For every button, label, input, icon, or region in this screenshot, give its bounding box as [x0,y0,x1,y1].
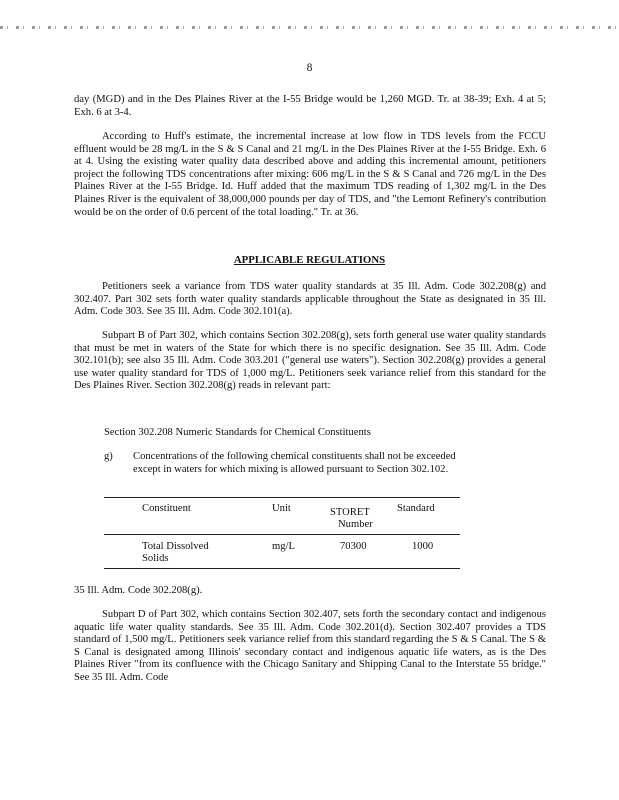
header-constituent: Constituent [142,503,191,514]
table-bottom-rule [104,568,460,569]
header-unit: Unit [272,503,291,514]
paragraph-subpart-d: Subpart D of Part 302, which contains Section 302.407, sets forth the secondary contact and indigenous aquatic life water quality standards. See 35 Ill. Adm. Code 302.201(d). Section 302.407 provides a TDS standard of 1,500 mg/L. Petitioners seek variance relief from this standard regarding the S & S Canal. The S & S Canal is designated among Illinois' secondary contact and indigenous aquatic life waters, as is the Des Plaines River "from its confluence with the Chicago Sanitary and Shipping Canal to the Interstate 55 bridge." See 35 Ill. Adm. Code [74,609,546,683]
cell-unit: mg/L [272,541,295,552]
regulation-citation: 35 Ill. Adm. Code 302.208(g). [74,585,203,596]
cell-standard: 1000 [412,541,434,552]
cell-constituent-cont: Solids [142,553,169,564]
scan-artifact-line [0,26,619,29]
section-heading: APPLICABLE REGULATIONS [233,254,386,266]
page-number: 8 [306,62,313,74]
cell-constituent: Total Dissolved [142,541,209,552]
paragraph-flow-data: day (MGD) and in the Des Plaines River at the I-55 Bridge would be 1,260 MGD. Tr. at 38-39; Exh. 4 at 5; Exh. 6 at 3-4. [74,94,546,118]
table-header-rule [104,534,460,535]
header-storet-number: Number [338,519,373,530]
header-standard: Standard [397,503,435,514]
paragraph-huff-estimate: According to Huff's estimate, the incremental increase at low flow in TDS levels from the FCCU effluent would be 28 mg/L in the S & S Canal and 21 mg/L in the Des Plaines River at the I-55 Bridge. Exh. 6 at 4. Using the existing water quality data described above and adding this incremental amount, petitioners project the following TDS concentrations after mixing: 606 mg/L in the S & S Canal and 726 mg/L in the Des Plaines River at the I-55 Bridge. Id. Huff added that the maximum TDS reading of 1,302 mg/L in the Des Plaines River is the equivalent of 38,000,000 pounds per day of TDS, and "the Lemont Refinery's contribution would be on the order of 0.6 percent of the total loading." Tr. at 36. [74,131,546,218]
table-top-rule [104,497,460,498]
cell-storet: 70300 [340,541,367,552]
regulation-item-label: g) [104,451,113,462]
header-storet: STORET [330,507,370,518]
paragraph-subpart-b: Subpart B of Part 302, which contains Section 302.208(g), sets forth general use water quality standards that must be met in waters of the State for which there is no specific designation. See 35 Ill. Adm. Code 302.101(b); see also 35 Ill. Adm. Code 303.201 ("general use waters"). Section 302.208(g) provides a general use water quality standard for TDS of 1,000 mg/L. Petitioners seek variance relief from this standard for the Des Plaines River. Section 302.208(g) reads in relevant part: [74,330,546,392]
regulation-section-title: Section 302.208 Numeric Standards for Chemical Constituents [104,427,371,438]
regulation-item-text: Concentrations of the following chemical constituents shall not be exceeded except in waters for which mixing is allowed pursuant to Section 302.102. [133,451,456,475]
paragraph-variance-request: Petitioners seek a variance from TDS water quality standards at 35 Ill. Adm. Code 302.208(g) and 302.407. Part 302 sets forth water quality standards applicable throughout the State as designated in 35 Ill. Adm. Code 303. See 35 Ill. Adm. Code 302.101(a). [74,281,546,318]
